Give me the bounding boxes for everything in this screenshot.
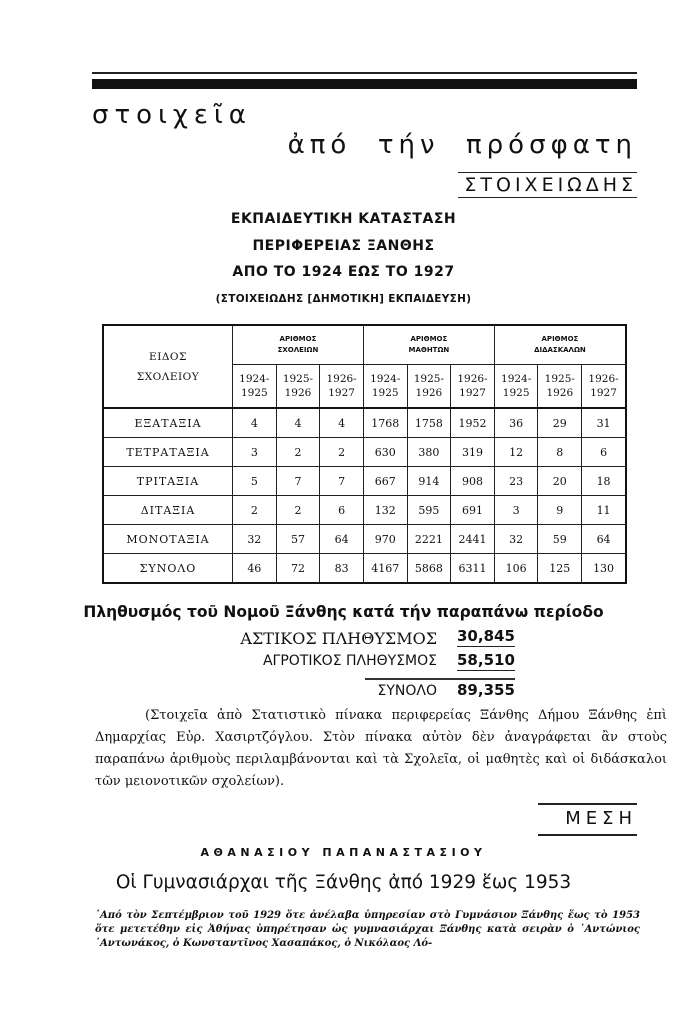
table-cell: 72 xyxy=(276,554,320,584)
table-cell: 4 xyxy=(233,408,277,438)
mesi-bottom-rule xyxy=(538,834,637,836)
year-header: 1926- 1927 xyxy=(582,365,626,409)
students-count-header-line2: ΜΑΘΗΤΩΝ xyxy=(408,346,450,354)
table-cell: 970 xyxy=(363,525,407,554)
table-cell: 914 xyxy=(407,467,451,496)
table-cell: 32 xyxy=(233,525,277,554)
table-cell: 64 xyxy=(320,525,364,554)
table-cell: 4167 xyxy=(363,554,407,584)
table-cell: 1758 xyxy=(407,408,451,438)
section-title-3: ΑΠΟ ΤΟ 1924 ΕΩΣ ΤΟ 1927 xyxy=(232,264,455,280)
table-cell: 5 xyxy=(233,467,277,496)
article-body: ᾿Από τὸν Σεπτέμβριον τοῦ 1929 ὅτε ἀνέλαβα ὑπηρεσίαν στὸ Γυμνάσιον Ξάνθης ἕως τὸ 1953 ὅτε μετετέθην εἰς Ἀθήνας ὑπηρέτησαν ὡς γυμνασιάρχαι Ξάνθης κατὰ σειρὰν ὁ ᾿Αντώνιος ᾿Αντωνάκος, ὁ Κωνσταντῖνος Χασαπάκος, ὁ Νικόλαος Λό- xyxy=(95,910,640,949)
table-cell: 125 xyxy=(538,554,582,584)
rural-population-value: 58,510 xyxy=(457,651,515,669)
table-cell: 2 xyxy=(233,496,277,525)
year-header: 1925- 1926 xyxy=(276,365,320,409)
table-row xyxy=(103,438,626,467)
table-cell: 36 xyxy=(494,408,538,438)
table-total-row xyxy=(103,554,626,584)
row-label: ΣΥΝΟΛΟ xyxy=(103,554,233,584)
year-header: 1924- 1925 xyxy=(233,365,277,409)
population-title: Πληθυσμός τοῦ Νομοῦ Ξάνθης κατά τήν παραπάνω περίοδο xyxy=(83,603,604,621)
row-label: ΤΡΙΤΑΞΙΑ xyxy=(103,467,233,496)
table-cell: 2221 xyxy=(407,525,451,554)
school-type-header xyxy=(103,325,233,408)
section-title-1: ΕΚΠΑΙΔΕΥΤΙΚΗ ΚΑΤΑΣΤΑΣΗ xyxy=(230,211,457,227)
table-cell: 667 xyxy=(363,467,407,496)
table-row xyxy=(103,496,626,525)
source-note xyxy=(95,705,667,793)
school-type-header-line1: ΕΙΔΟΣ xyxy=(149,350,187,363)
article-title: Οἱ Γυμνασιάρχαι τῆς Ξάνθης ἀπό 1929 ἕως 1953 xyxy=(115,872,572,893)
table-cell: 2441 xyxy=(451,525,495,554)
total-population-label: ΣΥΝΟΛΟ xyxy=(377,683,437,699)
table-cell: 6 xyxy=(582,438,626,467)
table-cell: 4 xyxy=(320,408,364,438)
total-population-value: 89,355 xyxy=(457,681,515,699)
table-cell: 57 xyxy=(276,525,320,554)
mesi-top-rule xyxy=(538,803,637,805)
table-cell: 64 xyxy=(582,525,626,554)
table-cell: 380 xyxy=(407,438,451,467)
table-cell: 319 xyxy=(451,438,495,467)
table-cell: 130 xyxy=(582,554,626,584)
table-row xyxy=(103,467,626,496)
table-cell: 11 xyxy=(582,496,626,525)
table-cell: 691 xyxy=(451,496,495,525)
table-cell: 23 xyxy=(494,467,538,496)
table-cell: 595 xyxy=(407,496,451,525)
urban-population-value: 30,845 xyxy=(457,627,515,645)
table-cell: 3 xyxy=(233,438,277,467)
table-cell: 83 xyxy=(320,554,364,584)
table-cell: 6 xyxy=(320,496,364,525)
school-type-header-line2: ΣΧΟΛΕΙΟΥ xyxy=(136,370,200,383)
teachers-count-header xyxy=(494,325,626,365)
total-divider xyxy=(365,678,515,680)
table-cell: 12 xyxy=(494,438,538,467)
education-statistics-table xyxy=(102,324,627,584)
table-cell: 2 xyxy=(276,438,320,467)
source-note-text: (Στοιχεῖα ἀπὸ Στατιστικὸ πίνακα περιφερείας Ξάνθης Δήμου Ξάνθης ἐπὶ Δημαρχίας Εὐρ. Χασιρτζόγλου. Στὸν πίνακα αὐτὸν δὲν ἀναγράφεται ἂν στοὺς παραπάνω ἀριθμοὺς περιλαμβάνονται καὶ τὰ Σχολεῖα, οἱ μαθητὲς καὶ οἱ διδάσκαλοι τῶν μειονοτικῶν σχολείων). xyxy=(95,708,667,789)
table-cell: 4 xyxy=(276,408,320,438)
header-line-3: ΣΤΟΙΧΕΙΩΔΗΣ xyxy=(458,172,637,198)
students-count-header xyxy=(363,325,494,365)
schools-count-header xyxy=(233,325,364,365)
table-cell: 6311 xyxy=(451,554,495,584)
table-cell: 32 xyxy=(494,525,538,554)
table-cell: 908 xyxy=(451,467,495,496)
table-cell: 8 xyxy=(538,438,582,467)
year-header: 1924- 1925 xyxy=(494,365,538,409)
rural-population-label: ΑΓΡΟΤΙΚΟΣ ΠΛΗΘΥΣΜΟΣ xyxy=(262,653,437,669)
table-cell: 5868 xyxy=(407,554,451,584)
year-header: 1924- 1925 xyxy=(363,365,407,409)
section-title-2: ΠΕΡΙΦΕΡΕΙΑΣ ΞΑΝΘΗΣ xyxy=(252,238,435,254)
table-cell: 18 xyxy=(582,467,626,496)
table-cell: 132 xyxy=(363,496,407,525)
table-cell: 2 xyxy=(276,496,320,525)
year-header: 1926- 1927 xyxy=(320,365,364,409)
table-cell: 630 xyxy=(363,438,407,467)
schools-count-header-line2: ΣΧΟΛΕΙΩΝ xyxy=(277,346,319,354)
year-header: 1925- 1926 xyxy=(538,365,582,409)
header-line-2: ἀπό τήν πρόσφατη xyxy=(287,130,637,160)
table-cell: 7 xyxy=(320,467,364,496)
year-header: 1926- 1927 xyxy=(451,365,495,409)
table-cell: 46 xyxy=(233,554,277,584)
schools-count-header-line1: ΑΡΙΘΜΟΣ xyxy=(279,335,317,343)
urban-population-label: ΑΣΤΙΚΟΣ ΠΛΗΘΥΣΜΟΣ xyxy=(240,629,437,648)
students-count-header-line1: ΑΡΙΘΜΟΣ xyxy=(410,335,448,343)
section-subtitle: (ΣΤΟΙΧΕΙΩΔΗΣ [ΔΗΜΟΤΙΚΗ] ΕΚΠΑΙΔΕΥΣΗ) xyxy=(215,293,472,305)
row-label: ΕΞΑΤΑΞΙΑ xyxy=(103,408,233,438)
article-author: ΑΘΑΝΑΣΙΟΥ ΠΑΠΑΝΑΣΤΑΣΙΟΥ xyxy=(200,846,487,859)
table-cell: 20 xyxy=(538,467,582,496)
table-cell: 1952 xyxy=(451,408,495,438)
top-thin-rule xyxy=(92,72,637,74)
table-cell: 106 xyxy=(494,554,538,584)
table-cell: 29 xyxy=(538,408,582,438)
table-cell: 9 xyxy=(538,496,582,525)
header-line-1: στοιχεῖα xyxy=(92,100,252,130)
row-label: ΤΕΤΡΑΤΑΞΙΑ xyxy=(103,438,233,467)
table-cell: 7 xyxy=(276,467,320,496)
year-header: 1925- 1926 xyxy=(407,365,451,409)
table-group-header-row xyxy=(103,325,626,365)
row-label: ΜΟΝΟΤΑΞΙΑ xyxy=(103,525,233,554)
table-cell: 31 xyxy=(582,408,626,438)
table-row xyxy=(103,408,626,438)
table-row xyxy=(103,525,626,554)
teachers-count-header-line1: ΑΡΙΘΜΟΣ xyxy=(541,335,579,343)
table-cell: 2 xyxy=(320,438,364,467)
row-label: ΔΙΤΑΞΙΑ xyxy=(103,496,233,525)
teachers-count-header-line2: ΔΙΔΑΣΚΑΛΩΝ xyxy=(534,346,586,354)
table-cell: 59 xyxy=(538,525,582,554)
mesi-label: ΜΕΣΗ xyxy=(565,808,637,829)
table-cell: 1768 xyxy=(363,408,407,438)
table-cell: 3 xyxy=(494,496,538,525)
top-thick-rule xyxy=(92,79,637,89)
